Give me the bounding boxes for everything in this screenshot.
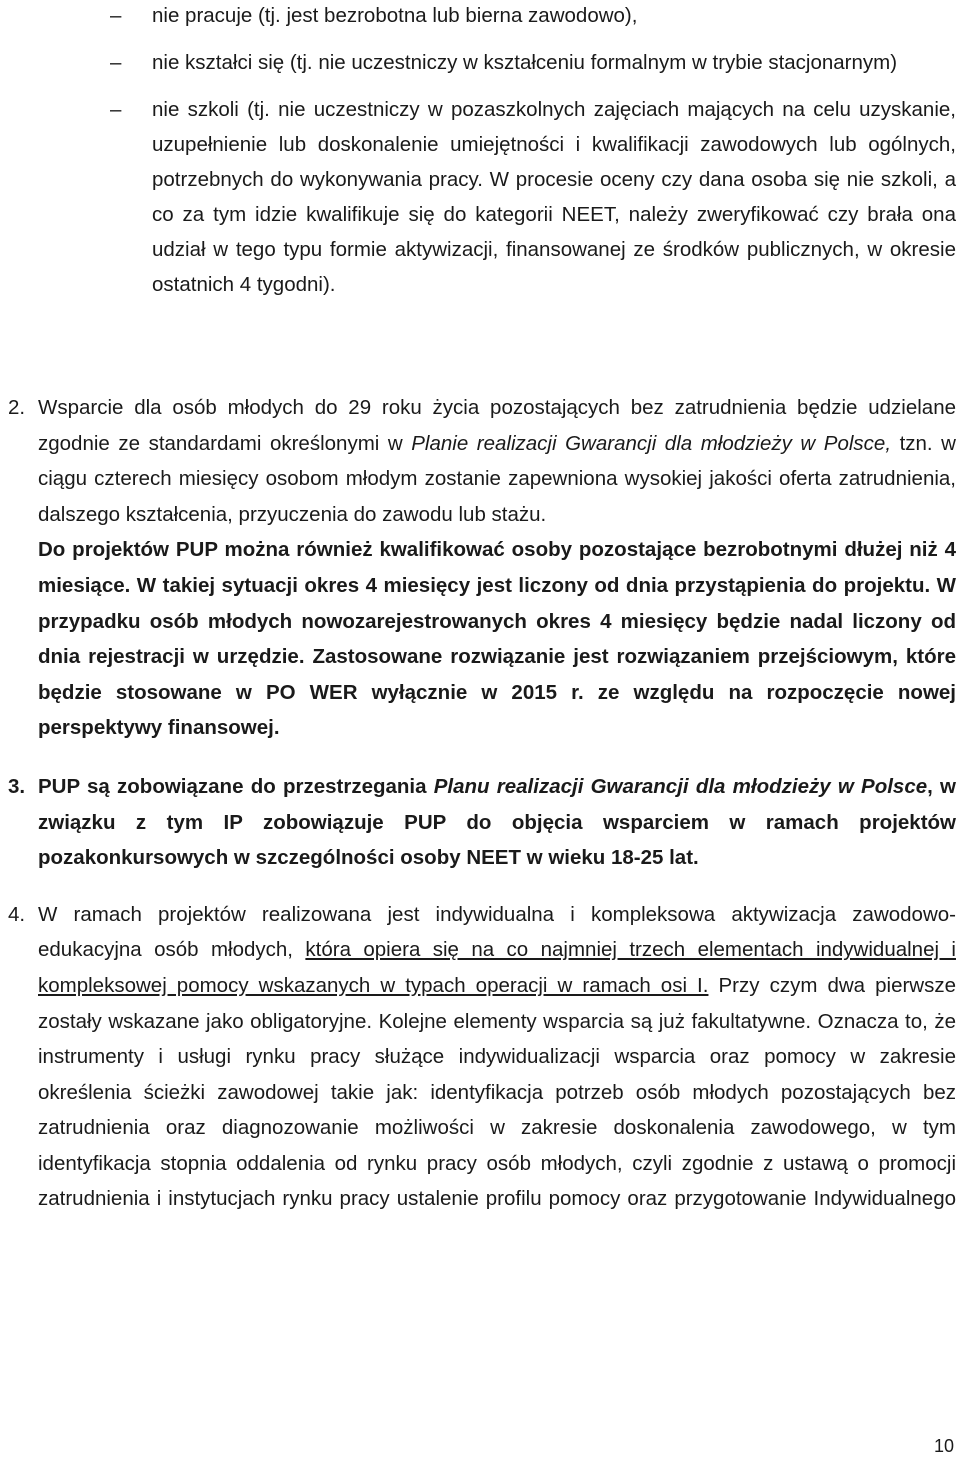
item-text: Przy czym dwa pierwsze zostały wskazane jako obligatoryjne. Kolejne elementy wsparcia są już fakultatywne. Oznacza to, że instrumenty i usługi rynku pracy służące indywidualizacji wsparcia oraz pomocy w zakresie określenia ścieżki zawodowej takie jak: identyfikacja potrzeb osób młodych pozostających bez zatrudnienia oraz diagnozowanie możliwości w zakresie doskonalenia zawodowego, w tym identyfikacja stopnia oddalenia od rynku pracy osób młodych, czyli zgodnie z ustawą o promocji zatrudnienia i instytucjach rynku pracy ustalenie profilu pomocy oraz przygotowanie Indywidualnego [38,973,957,1211]
neet-criteria-list [110,0,956,302]
numbered-items [8,390,956,1217]
underlined-text: która opiera się na co najmniej trzech elementach indywidualnej i kompleksowej pomocy wskazanych w typach operacji w ramach osi I. [38,938,956,997]
item-number: 2. [8,396,26,419]
item-italic-title: Planu realizacji Gwarancji dla młodzieży w Polsce [433,774,928,798]
dash-bullet: – [110,51,122,74]
item-text: Wsparcie dla osób młodych do 29 roku życia pozostających bez zatrudnienia będzie udzielane zgodnie ze standardami określonymi w [38,396,956,455]
list-item-text: nie kształci się (tj. nie uczestniczy w kształceniu formalnym w trybie stacjonarnym) [152,51,898,74]
numbered-item-4 [8,897,956,1217]
dash-bullet: – [110,4,122,27]
numbered-item-2-bold-note [8,532,956,746]
list-item [110,0,956,33]
item-number: 3. [8,774,26,798]
bold-note-text: Do projektów PUP można również kwalifikować osoby pozostające bezrobotnymi dłużej niż 4 miesiące. W takiej sytuacji okres 4 miesięcy jest liczony od dnia przystąpienia do projektu. W przypadku osób młodych nowozarejestrowanych okres 4 miesięcy będzie nadal liczony od dnia rejestracji w urzędzie. Zastosowane rozwiązanie jest rozwiązaniem przejściowym, które będzie stosowane w PO WER wyłącznie w 2015 r. ze względu na rozpoczęcie nowej perspektywy finansowej. [38,538,956,740]
item-text: PUP są zobowiązane do przestrzegania [38,774,434,798]
list-item [110,45,956,80]
numbered-item-2 [8,390,956,532]
item-number: 4. [8,902,26,926]
page-number: 10 [933,1436,954,1456]
list-item [110,92,956,302]
item-italic-title: Planie realizacji Gwarancji dla młodzieży w Polsce, [411,431,892,455]
list-item-text: nie pracuje (tj. jest bezrobotna lub bierna zawodowo), [152,4,638,27]
numbered-item-3 [8,769,956,876]
item-text: W ramach projektów realizowana jest indywidualna i kompleksowa aktywizacja zawodowo-edukacyjna osób młodych, [38,902,956,962]
item-text: , w związku z tym IP zobowiązuje PUP do objęcia wsparciem w ramach projektów pozakonkursowych w szczególności osoby NEET w wieku 18-25 lat. [38,774,956,870]
dash-bullet: – [110,98,122,121]
item-text: tzn. w ciągu czterech miesięcy osobom młodym zostanie zapewniona wysokiej jakości oferta zatrudnienia, dalszego kształcenia, przyuczenia do zawodu lub stażu. [38,431,956,526]
list-item-text: nie szkoli (tj. nie uczestniczy w pozaszkolnych zajęciach mających na celu uzyskanie, uzupełnienie lub doskonalenie umiejętności i kwalifikacji zawodowych lub ogólnych, potrzebnych do wykonywania pracy. W procesie oceny czy dana osoba się nie szkoli, a co za tym idzie kwalifikuje się do kategorii NEET, należy zweryfikować czy brała ona udział w tego typu formie aktywizacji, finansowanej ze środków publicznych, w okresie ostatnich 4 tygodni). [152,98,956,296]
